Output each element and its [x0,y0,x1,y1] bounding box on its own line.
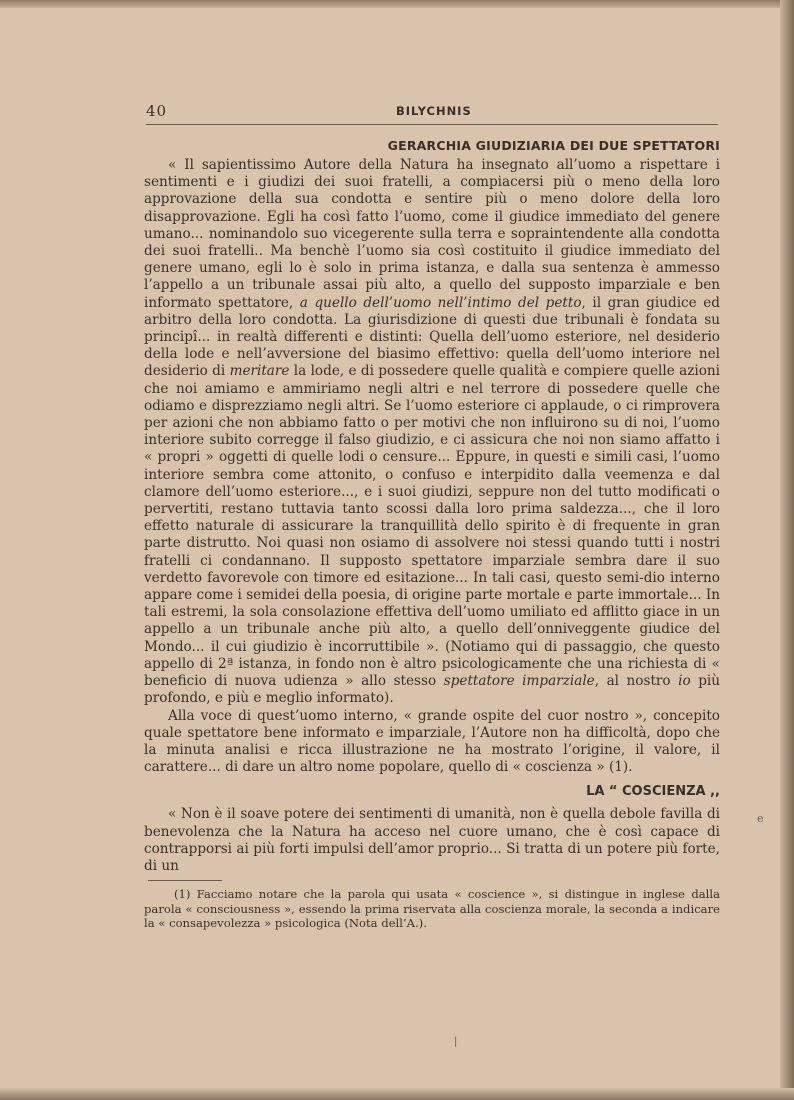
footnote-rule [148,880,222,881]
section-heading-gerarchia: GERARCHIA GIUDIZIARIA DEI DUE SPETTATORI [387,138,720,153]
header-rule [146,124,718,125]
page-right-edge [780,0,794,1100]
running-head [146,102,718,124]
paragraph-text-part: la lode, e di possedere quelle qualità e compiere quelle azioni che noi amiamo e ammiriamo negli altri e nel terrore di possedere quelle che odiamo e disprezziamo negli altri. Se l’uomo esteriore ci applaude, o ci rimprovera per azioni che non abbiamo fatto o per motivi che non influirono su di noi, l’uomo interiore subito corregge il falso giudizio, e ci assicura che noi non siamo affatto i « propri » oggetti di quelle lodi o censure... Eppure, in questi e simili casi, l’uomo interiore sembra come attonito, o confuso e interpidito dalla veemenza e dal clamore dell’uomo esteriore..., e i suoi giudizi, seppure non del tutto modificati o pervertiti, restano tuttavia tanto scossi dalla loro prima saldezza..., che il loro effetto naturale di assicurare la tranquillità dello spirito è di frequente in gran parte distrutto. Noi quasi non osiamo di assolvere noi stessi quando tutti i nostri fratelli ci condannano. Il supposto spettatore imparziale sembra dare il suo verdetto favorevole con timore ed esitazione... In tali casi, questo semi-dio interno appare come i semidei della poesia, di origine parte mortale e parte immortale... In tali estremi, la sola consolazione effettiva dell’uomo umiliato ed afflitto giace in un appello a un tribunale anche più alto, a quello dell’onniveggente giudice del Mondo... il cui giudizio è incorruttibile ». (Notiamo qui di passaggio, che questo appello di 2ª istanza, in fondo non è altro psicologicamente che una richiesta di « beneficio di nuova udienza » allo stesso [144,363,720,690]
paragraph-quote-smith [144,157,720,708]
paragraph-text-part: più profondo, e più e meglio informato). [144,673,720,707]
italic-phrase: a quello dell’uomo nell’intimo del petto [299,294,582,311]
paragraph-text-part: « Il sapientissimo Autore della Natura ha insegnato all’uomo a rispettare i sentimenti e i giudizi dei suoi fratelli, a compiacersi più o meno della loro approvazione della sua condotta e sentire più o meno dolore della loro disapprovazione. Egli ha così fatto l’uomo, come il giudice immediato del genere umano... nominandolo suo vicegerente sulla terra e sopraintendente alla condotta dei suoi fratelli.. Ma benchè l’uomo sia così costituito il giudice immediato del genere umano, egli lo è solo in prima istanza, e dalla sua sentenza è ammesso l’appello a un tribunale assai più alto, a quello del supposto imparziale e ben informato spettatore, [144,157,720,311]
margin-ink-mark: e [757,812,764,825]
bottom-ink-mark: | [454,1036,458,1047]
italic-word: meritare [229,363,290,380]
paragraph-text-part: , il gran giudice ed arbitro della loro condotta. La giurisdizione di questi due tribunali è fondata su principî... in realtà differenti e distinti: Quella dell’uomo esteriore, nel desiderio della lode e nell’avversione del biasimo effettivo: quella dell’uomo interiore nel desiderio di [144,294,720,380]
paragraph-text-part: , al nostro [594,673,679,690]
journal-title: BILYCHNIS [396,104,472,118]
page-top-edge [0,0,794,8]
section-heading-coscienza: LA “ COSCIENZA ,, [586,784,720,800]
page-number: 40 [146,102,168,120]
paragraph-voce-uomo-interno: Alla voce di quest’uomo interno, « grande ospite del cuor nostro », concepito quale spettatore bene informato e imparziale, l’Autore non ha difficoltà, dopo che la minuta analisi e ricca illustrazione ne ha mostrato l’origine, il valore, il carattere... di dare un altro nome popolare, quello di « coscienza » (1). [144,707,720,776]
italic-phrase: spettatore imparziale [443,673,595,690]
page-bottom-edge [0,1088,794,1100]
italic-word: io [678,673,691,690]
paragraph-soave-potere: « Non è il soave potere dei sentimenti di umanità, non è quella debole favilla di benevolenza che la Natura ha acceso nel cuore umano, che è così capace di contrapporsi ai più forti impulsi dell’amor proprio... Si tratta di un potere più forte, di un [144,806,720,874]
article-body [144,135,720,931]
footnote-1: (1) Facciamo notare che la parola qui usata « coscience », si distingue in inglese dalla parola « consciousness », essendo la prima riservata alla coscienza morale, la seconda a indicare la « consapevolezza » psicologica (Nota dell’A.). [144,887,720,931]
